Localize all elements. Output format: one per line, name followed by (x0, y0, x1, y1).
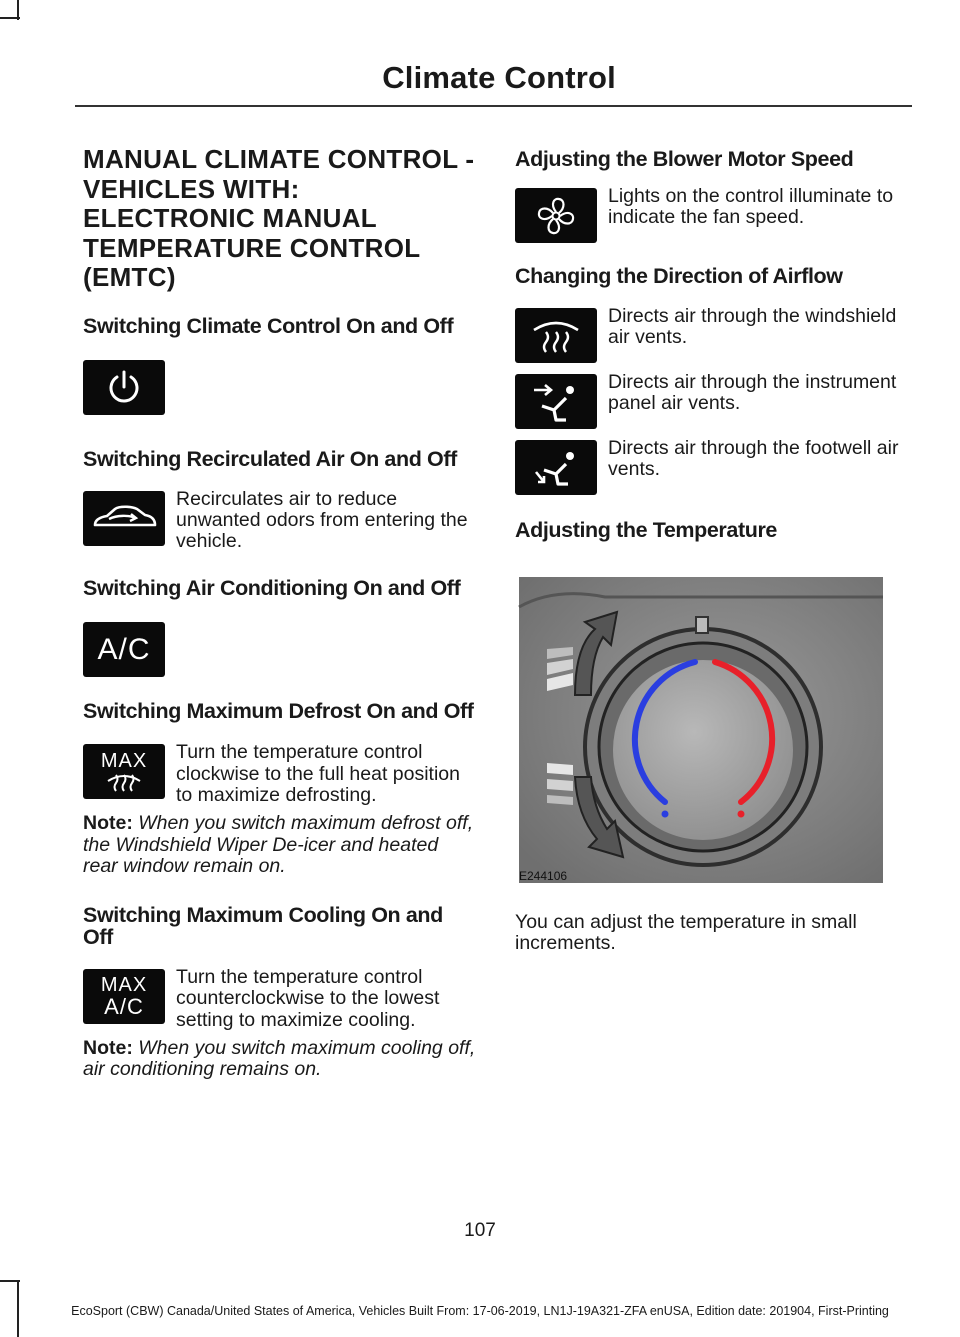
left-column (83, 145, 478, 1081)
page-header-title: Climate Control (382, 60, 616, 95)
temperature-description: You can adjust the temperature in small increments. (515, 911, 857, 955)
crop-mark (0, 17, 20, 19)
recirculation-description: Recirculates air to reduce unwanted odors from entering the vehicle. (176, 487, 468, 553)
airflow-item (515, 437, 910, 495)
section-heading-air-conditioning: Switching Air Conditioning On and Off (83, 576, 461, 601)
temperature-dial-illustration (515, 567, 885, 887)
ac-icon (83, 622, 165, 677)
note-label: Note: (83, 812, 133, 835)
section-heading-max-defrost: Switching Maximum Defrost On and Off (83, 699, 474, 724)
recirculation-icon (83, 491, 165, 546)
max-defrost-note (83, 813, 478, 877)
airflow-description: Directs air through the footwell air vents. (608, 437, 899, 481)
power-icon (83, 360, 165, 415)
windshield-defrost-icon (515, 308, 597, 363)
panel-vent-icon (515, 374, 597, 429)
ac-icon-label: A/C (97, 632, 151, 666)
figure-code: E244106 (519, 869, 568, 883)
section-heading-climate-on-off: Switching Climate Control On and Off (83, 313, 454, 338)
footer-text: EcoSport (CBW) Canada/United States of America, Vehicles Built From: 17-06-2019, LN1J-19A321-ZFA enUSA, Edition date: 201904, First-Printing (71, 1304, 889, 1318)
blower-description: Lights on the control illuminate to indicate the fan speed. (608, 185, 894, 229)
section-heading-blower-speed: Adjusting the Blower Motor Speed (515, 147, 854, 171)
max-ac-icon-label-top: MAX (100, 973, 148, 996)
airflow-description: Directs air through the windshield air vents. (608, 305, 897, 349)
max-ac-icon (83, 969, 165, 1024)
section-heading-airflow-direction: Changing the Direction of Airflow (515, 264, 843, 288)
main-heading: MANUAL CLIMATE CONTROL - VEHICLES WITH: ELECTRONIC MANUAL TEMPERATURE CONTROL (EMTC) (83, 144, 475, 292)
note-text: When you switch maximum defrost off, the Windshield Wiper De-icer and heated rear window remain on. (83, 812, 474, 877)
section-heading-temperature: Adjusting the Temperature (515, 518, 777, 542)
temperature-control-figure (515, 567, 885, 887)
section-heading-max-cooling: Switching Maximum Cooling On and Off (83, 903, 443, 950)
page-number: 107 (464, 1220, 496, 1241)
max-defrost-description: Turn the temperature control clockwise to the full heat position to maximize defrosting. (176, 741, 460, 806)
max-ac-icon-label-bottom: A/C (104, 993, 144, 1019)
airflow-item (515, 371, 910, 429)
max-cooling-note (83, 1038, 478, 1081)
section-heading-recirculated-air: Switching Recirculated Air On and Off (83, 446, 457, 471)
note-text: When you switch maximum cooling off, air conditioning remains on. (83, 1037, 476, 1081)
max-defrost-icon (83, 744, 165, 799)
note-label: Note: (83, 1037, 133, 1060)
fan-icon (515, 188, 597, 243)
airflow-description: Directs air through the instrument panel air vents. (608, 371, 897, 415)
header-rule (75, 105, 912, 107)
max-defrost-icon-label: MAX (100, 749, 148, 772)
airflow-item (515, 305, 910, 363)
footwell-vent-icon (515, 440, 597, 495)
max-cooling-description: Turn the temperature control counterclockwise to the lowest setting to maximize cooling. (176, 966, 440, 1031)
crop-mark (0, 1280, 20, 1282)
right-column (515, 145, 910, 955)
